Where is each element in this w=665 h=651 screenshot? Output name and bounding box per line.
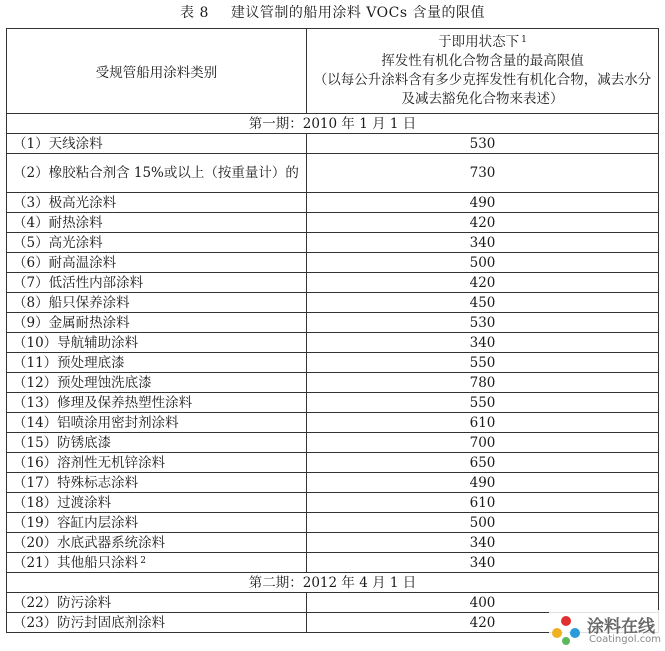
table-row xyxy=(7,493,659,513)
row-value: 420 xyxy=(307,213,659,233)
row-value: 530 xyxy=(307,313,659,333)
table-caption xyxy=(0,4,665,22)
row-label: （10）导航辅助涂料 xyxy=(7,333,307,353)
row-value: 610 xyxy=(307,493,659,513)
table-row xyxy=(7,453,659,473)
row-value: 490 xyxy=(307,473,659,493)
table-row xyxy=(7,333,659,353)
period-row-1 xyxy=(7,114,659,134)
row-label-text: （21）其他船只涂料 xyxy=(13,554,139,571)
row-label: （13）修理及保养热塑性涂料 xyxy=(7,393,307,413)
header-category: 受规管船用涂料类别 xyxy=(7,29,307,114)
header-row xyxy=(7,29,659,114)
period-1-label: 第一期：2010 年 1 月 1 日 xyxy=(7,114,659,134)
watermark xyxy=(549,610,664,650)
row-value: 400 xyxy=(307,593,659,613)
footnote-2: 2 xyxy=(140,555,146,566)
header-limit xyxy=(307,29,659,114)
row-value: 420 xyxy=(307,613,659,633)
table-row xyxy=(7,553,659,573)
watermark-name: 涂料在线 xyxy=(587,617,655,637)
row-value: 500 xyxy=(307,513,659,533)
row-value: 650 xyxy=(307,453,659,473)
watermark-site: Coatingol.com xyxy=(589,634,662,645)
table-row xyxy=(7,253,659,273)
row-value: 700 xyxy=(307,433,659,453)
row-label xyxy=(7,553,307,573)
row-label: （22）防污涂料 xyxy=(7,593,307,613)
row-value: 500 xyxy=(307,253,659,273)
row-label: （7）低活性内部涂料 xyxy=(7,273,307,293)
voc-limits-table xyxy=(6,28,659,633)
table-row xyxy=(7,233,659,253)
header-limit-line1: 于即用状态下 xyxy=(438,34,520,50)
row-value: 450 xyxy=(307,293,659,313)
table-row xyxy=(7,193,659,213)
row-label: （18）过渡涂料 xyxy=(7,493,307,513)
row-label: （1）天线涂料 xyxy=(7,134,307,154)
table-row xyxy=(7,373,659,393)
row-value: 340 xyxy=(307,533,659,553)
table-row xyxy=(7,273,659,293)
header-limit-line3: （以每公升涂料含有多少克挥发性有机化合物，减去水分及减去豁免化合物来表述） xyxy=(313,72,652,107)
table-row xyxy=(7,513,659,533)
row-value: 780 xyxy=(307,373,659,393)
row-label: （2）橡胶粘合剂含 15%或以上（按重量计）的 xyxy=(7,154,307,193)
table-row xyxy=(7,353,659,373)
table-row xyxy=(7,393,659,413)
row-label: （9）金属耐热涂料 xyxy=(7,313,307,333)
table-row xyxy=(7,313,659,333)
row-label: （14）铝喷涂用密封剂涂料 xyxy=(7,413,307,433)
table-row xyxy=(7,413,659,433)
table-row xyxy=(7,293,659,313)
row-value: 610 xyxy=(307,413,659,433)
row-label: （17）特殊标志涂料 xyxy=(7,473,307,493)
row-value: 550 xyxy=(307,393,659,413)
table-row xyxy=(7,433,659,453)
table-row xyxy=(7,473,659,493)
row-value: 340 xyxy=(307,233,659,253)
header-limit-line2: 挥发性有机化合物含量的最高限值 xyxy=(381,53,584,69)
row-label: （8）船只保养涂料 xyxy=(7,293,307,313)
coatingol-logo-icon xyxy=(549,613,583,647)
table-title: 建议管制的船用涂料 VOCs 含量的限值 xyxy=(230,5,485,21)
row-value: 530 xyxy=(307,134,659,154)
footnote-1: 1 xyxy=(521,35,527,45)
table-row xyxy=(7,213,659,233)
table-number: 表 8 xyxy=(180,5,209,21)
row-value: 420 xyxy=(307,273,659,293)
table-row xyxy=(7,154,659,193)
row-label: （19）容缸内层涂料 xyxy=(7,513,307,533)
row-value: 490 xyxy=(307,193,659,213)
period-2-label: 第二期：2012 年 4 月 1 日 xyxy=(7,573,659,593)
period-row-2 xyxy=(7,573,659,593)
table-row xyxy=(7,533,659,553)
row-label: （3）极高光涂料 xyxy=(7,193,307,213)
row-label: （15）防锈底漆 xyxy=(7,433,307,453)
row-value: 550 xyxy=(307,353,659,373)
row-label: （6）耐高温涂料 xyxy=(7,253,307,273)
row-label: （5）高光涂料 xyxy=(7,233,307,253)
table-row xyxy=(7,134,659,154)
row-label: （12）预处理蚀洗底漆 xyxy=(7,373,307,393)
row-value: 730 xyxy=(307,154,659,193)
row-label: （4）耐热涂料 xyxy=(7,213,307,233)
row-value: 340 xyxy=(307,553,659,573)
row-value: 340 xyxy=(307,333,659,353)
row-label: （23）防污封固底剂涂料 xyxy=(7,613,307,633)
row-label: （16）溶剂性无机锌涂料 xyxy=(7,453,307,473)
row-label: （20）水底武器系统涂料 xyxy=(7,533,307,553)
row-label: （11）预处理底漆 xyxy=(7,353,307,373)
